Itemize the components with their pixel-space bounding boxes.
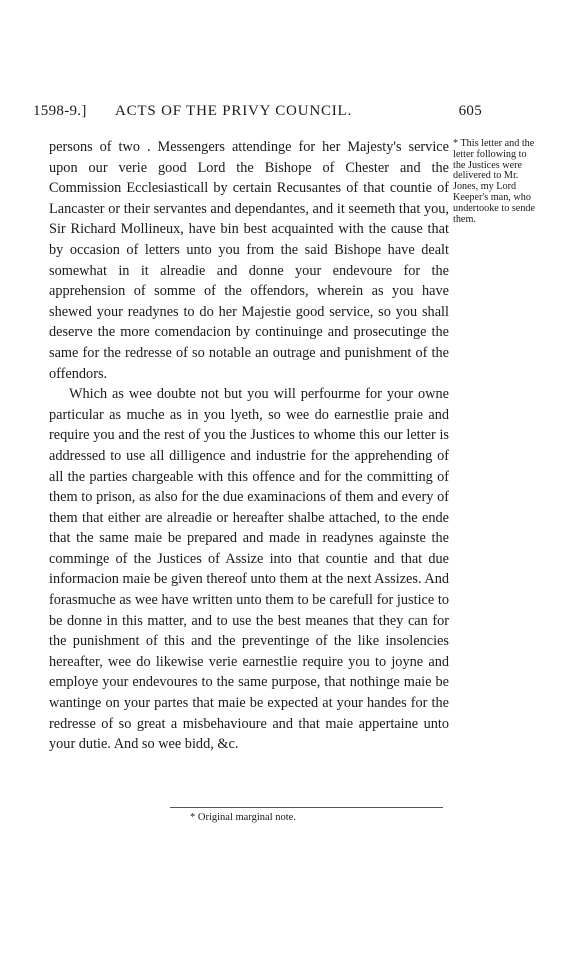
footnote: * Original marginal note.	[190, 812, 296, 823]
marginal-note: * This letter and the letter following to the Justices were delivered to Mr. Jones, my Lord Keeper's man, who undertooke to sende them.	[453, 138, 536, 225]
page-number: 605	[458, 103, 482, 119]
body-text	[49, 137, 449, 755]
paragraph-2: Which as wee doubte not but you will perfourme for your owne particular as muche as in you lyeth, so wee do earnestlie praie and require you and the rest of you the Justices to whome this our letter is addressed to use all dilligence and industrie for the apprehending of all the parties chargeable with this offence and for the committing of them to prison, as also for the due examinacions of them and every of them that either are alreadie or hereafter shalbe attached, to the ende that the same maie be prepared and made in readynes againste the comminge of the Justices of Assize into that countie and that due informacion maie be given thereof unto them at the next Assizes. And forasmuche as wee have written unto them to be carefull for justice to be donne in this matter, and to use the best meanes that they can for the punishment of this and the preventinge of the like insolencies hereafter, wee do likewise verie earnestlie require you to joyne and employe your endevoures to the same purpose, that nothinge maie be wantinge on your partes that maie be expected at your handes for the redresse of so great a misbehavioure and that maie appertaine unto your dutie. And so wee bidd, &c.	[49, 386, 449, 753]
header-title: ACTS OF THE PRIVY COUNCIL.	[115, 103, 353, 119]
footnote-divider	[170, 807, 443, 808]
paragraph-1: persons of two . Messengers attendinge for her Majesty's service upon our verie good Lord the Bishope of Chester and the Commission Ecclesiasticall by certain Recusantes of that countie of Lancaster or their servantes and dependantes, and it seemeth that you, Sir Richard Mollineux, have bin best acquainted with the cause that by occasion of letters unto you from the said Bishope have dealt somewhat in it alreadie and donne your endevoure for the apprehension of somme of the offendors, wherein as you have shewed your readynes to do her Majestie good service, so you shall deserve the more comendacion by continuinge and prosecutinge the same for the redresse of so notable an outrage and punishment of the offendors.	[49, 139, 449, 382]
running-header	[33, 103, 482, 125]
header-date-range: 1598-9.]	[33, 103, 87, 119]
